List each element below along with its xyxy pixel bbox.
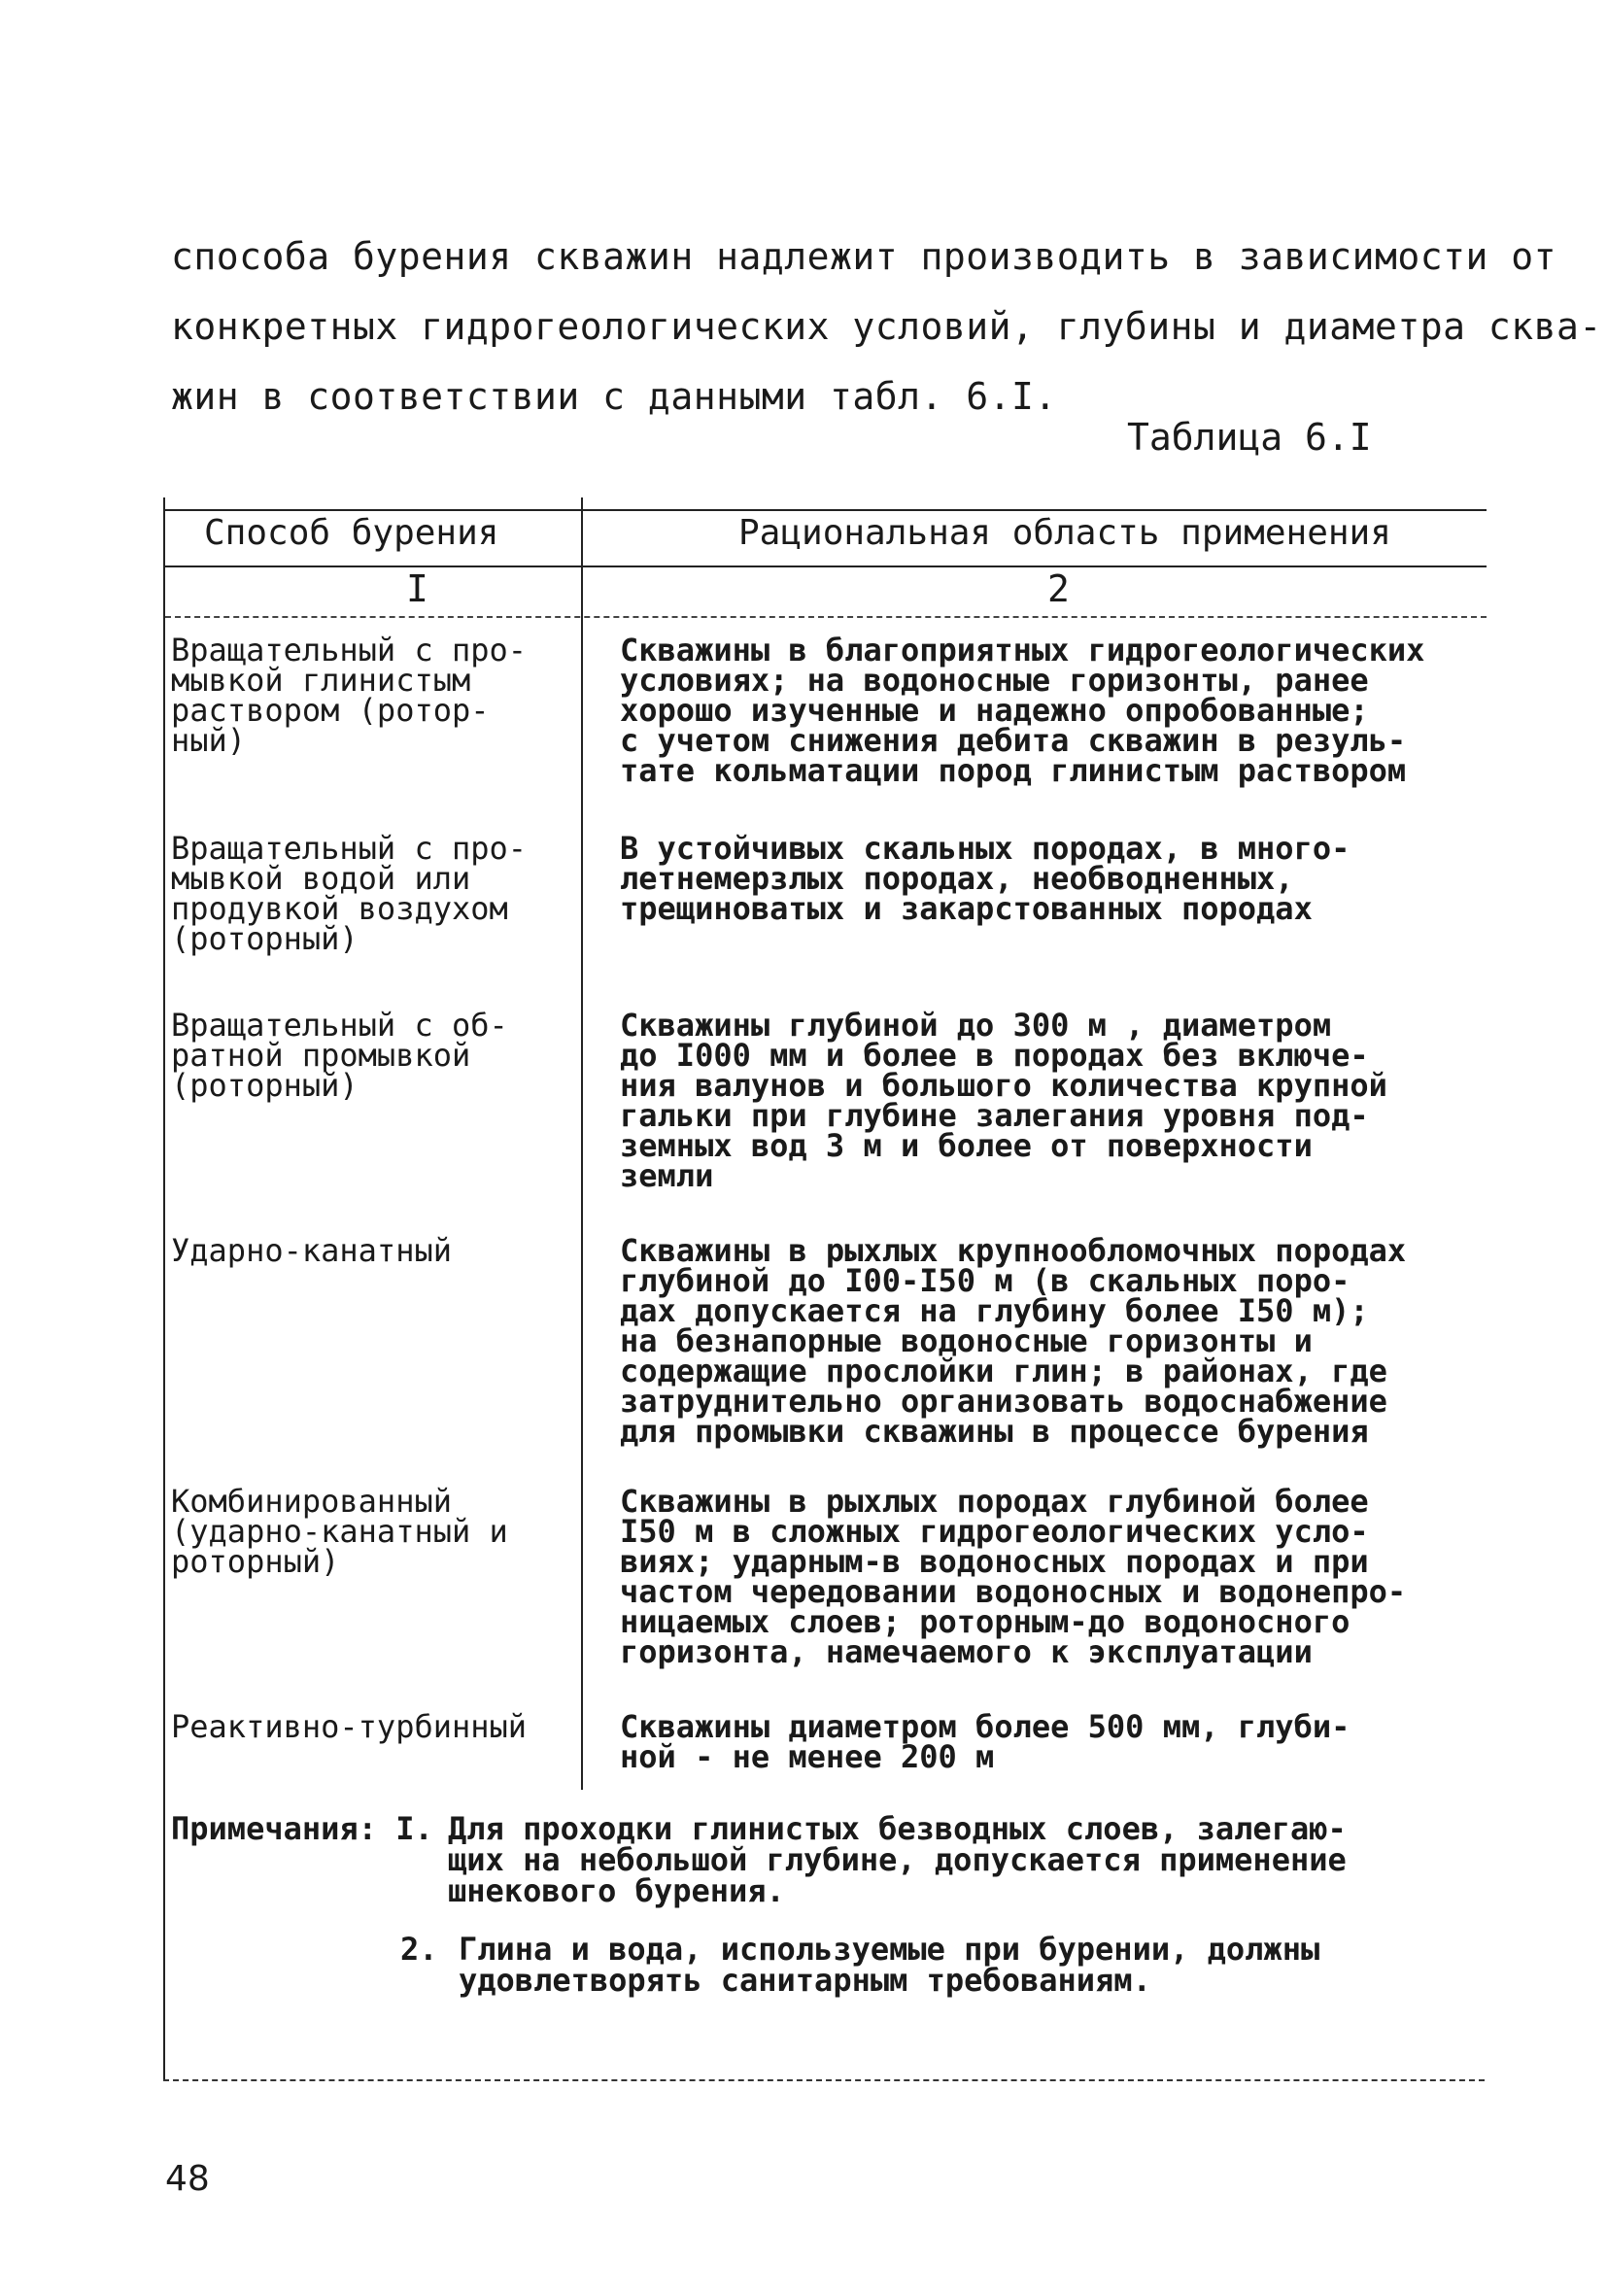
table-header-rule	[165, 565, 1487, 567]
area-line: Скважины в рыхлых крупнообломочных породах	[620, 1232, 1407, 1269]
note-line: Для проходки глинистых безводных слоев, залегаю-	[448, 1810, 1347, 1847]
area-line: до I000 мм и более в породах без включе-	[620, 1037, 1369, 1074]
area-line: частом чередовании водоносных и водонепро-	[620, 1573, 1407, 1610]
area-line: содержащие прослойки глин; в районах, где	[620, 1353, 1387, 1389]
area-line: летнемерзлых породах, необводненных,	[620, 860, 1294, 897]
area-line: условиях; на водоносные горизонты, ранее	[620, 662, 1369, 699]
method-line: (роторный)	[171, 1067, 359, 1104]
note-line: Глина и вода, используемые при бурении, должны	[459, 1931, 1320, 1968]
method-line: Вращательный с про-	[171, 632, 528, 668]
table-row-method	[171, 1007, 569, 1104]
area-line: ния валунов и большого количества крупной	[620, 1067, 1387, 1104]
area-line: Скважины глубиной до 300 м , диаметром	[620, 1007, 1332, 1044]
table-number-rule	[165, 616, 1487, 618]
area-line: дах допускается на глубину более I50 м);	[620, 1292, 1369, 1329]
table-row-area	[620, 1232, 1475, 1450]
table-column-divider	[581, 497, 583, 1790]
method-line: мывкой водой или	[171, 860, 471, 897]
area-line: с учетом снижения дебита скважин в резуль-	[620, 722, 1407, 759]
area-line: для промывки скважины в процессе бурения	[620, 1413, 1369, 1450]
intro-line: жин в соответствии с данными табл. 6.I.	[171, 375, 1057, 418]
table-row-method	[171, 1483, 569, 1580]
method-line: Вращательный с об-	[171, 1007, 508, 1044]
table-row-method	[171, 830, 569, 957]
column-number-1: I	[406, 567, 428, 610]
intro-line: конкретных гидрогеологических условий, глубины и диаметра сква-	[171, 305, 1602, 348]
area-line: ной - не менее 200 м	[620, 1738, 995, 1775]
area-line: Скважины в рыхлых породах глубиной более	[620, 1483, 1369, 1520]
table-row-method	[171, 1708, 569, 1745]
area-line: затруднительно организовать водоснабжение	[620, 1383, 1387, 1420]
area-line: гальки при глубине залегания уровня под-	[620, 1097, 1369, 1134]
intro-line: способа бурения скважин надлежит производить в зависимости от	[171, 235, 1557, 278]
table-row-area	[620, 1483, 1475, 1670]
method-line: ный)	[171, 722, 247, 759]
area-line: на безнапорные водоносные горизонты и	[620, 1322, 1313, 1359]
area-line: хорошо изученные и надежно опробованные;	[620, 692, 1369, 729]
note-1	[448, 1810, 1347, 1909]
notes-label: Примечания: I.	[171, 1810, 433, 1847]
page-number: 48	[165, 2159, 210, 2199]
note-2	[459, 1931, 1320, 1999]
area-line: ницаемых слоев; роторным-до водоносного	[620, 1603, 1351, 1640]
table-caption: Таблица 6.I	[1127, 416, 1372, 459]
table-row-area	[620, 830, 1475, 927]
method-line: мывкой глинистым	[171, 662, 471, 699]
area-line: Скважины в благоприятных гидрогеологических	[620, 632, 1425, 668]
area-line: виях; ударным-в водоносных породах и при	[620, 1543, 1369, 1580]
header-area: Рациональная область применения	[738, 513, 1391, 553]
method-line: Вращательный с про-	[171, 830, 528, 867]
table-top-rule	[165, 509, 1487, 511]
method-line: раствором (ротор-	[171, 692, 490, 729]
method-line: (ударно-канатный и	[171, 1513, 508, 1550]
method-line: (роторный)	[171, 920, 359, 957]
note-line: шнекового бурения.	[448, 1872, 785, 1909]
method-line: Комбинированный	[171, 1483, 452, 1520]
table-left-border	[163, 497, 165, 2081]
note-2-number: 2.	[400, 1931, 438, 1968]
intro-paragraph	[171, 222, 1602, 431]
area-line: глубиной до I00-I50 м (в скальных поро-	[620, 1262, 1351, 1299]
table-row-area	[620, 1708, 1475, 1775]
area-line: I50 м в сложных гидрогеологических усло-	[620, 1513, 1369, 1550]
table-row-area	[620, 1007, 1475, 1194]
area-line: горизонта, намечаемого к эксплуатации	[620, 1633, 1313, 1670]
area-line: земных вод 3 м и более от поверхности	[620, 1127, 1313, 1164]
area-line: Скважины диаметром более 500 мм, глуби-	[620, 1708, 1351, 1745]
method-line: продувкой воздухом	[171, 890, 508, 927]
area-line: земли	[620, 1157, 714, 1194]
table-row-area	[620, 632, 1475, 789]
table-bottom-rule	[163, 2079, 1485, 2081]
method-line: Ударно-канатный	[171, 1232, 452, 1269]
note-line: удовлетворять санитарным требованиям.	[459, 1962, 1151, 1999]
method-line: Реактивно-турбинный	[171, 1708, 528, 1745]
column-number-2: 2	[1047, 567, 1070, 610]
note-line: щих на небольшой глубине, допускается применение	[448, 1841, 1347, 1878]
area-line: В устойчивых скальных породах, в много-	[620, 830, 1351, 867]
table-row-method	[171, 632, 569, 759]
table-row-method	[171, 1232, 569, 1269]
area-line: трещиноватых и закарстованных породах	[620, 890, 1313, 927]
method-line: роторный)	[171, 1543, 340, 1580]
method-line: ратной промывкой	[171, 1037, 471, 1074]
area-line: тате кольматации пород глинистым раствором	[620, 752, 1407, 789]
header-method: Способ бурения	[204, 513, 499, 553]
